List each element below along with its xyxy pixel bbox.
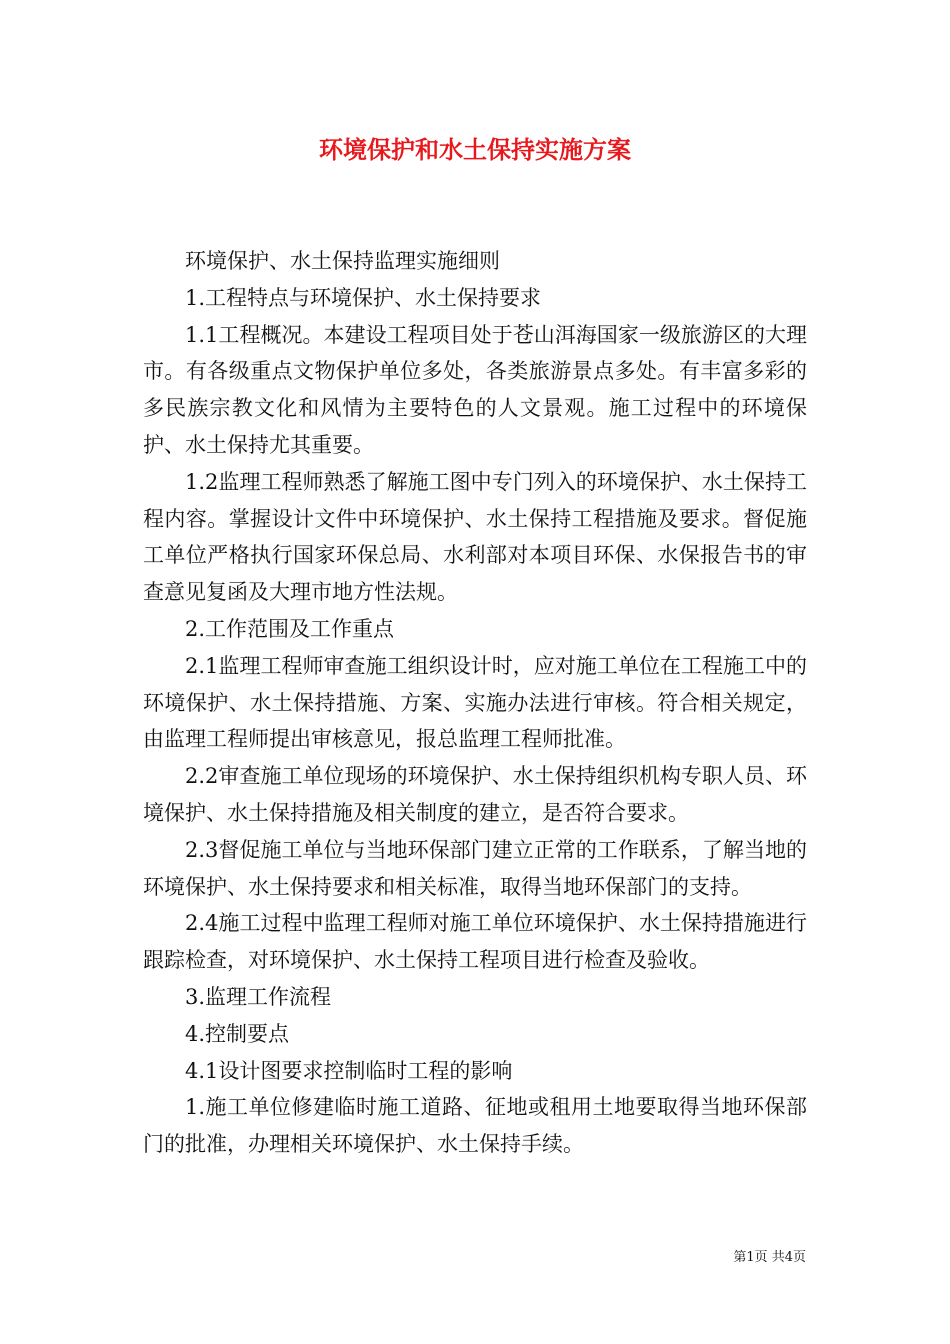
paragraph-4-1: 4.1设计图要求控制临时工程的影响 xyxy=(185,1058,513,1083)
paragraph-4-1-item-1: 1.施工单位修建临时施工道路、征地或租用土地要取得当地环保部门的批准，办理相关环境保护、水土保持手续。 xyxy=(143,1095,807,1157)
paragraph-2-1: 2.1监理工程师审查施工组织设计时，应对施工单位在工程施工中的环境保护、水土保持措施、方案、实施办法进行审核。符合相关规定，由监理工程师提出审核意见，报总监理工程师批准。 xyxy=(143,653,807,752)
paragraph-1-1: 1.1工程概况。本建设工程项目处于苍山洱海国家一级旅游区的大理市。有各级重点文物保护单位多处，各类旅游景点多处。有丰富多彩的多民族宗教文化和风情为主要特色的人文景观。施工过程中的环境保护、水土保持尤其重要。 xyxy=(143,322,807,457)
document-body xyxy=(143,243,807,1163)
paragraph-2-3: 2.3督促施工单位与当地环保部门建立正常的工作联系，了解当地的环境保护、水土保持要求和相关标准，取得当地环保部门的支持。 xyxy=(143,837,807,899)
document-title: 环境保护和水土保持实施方案 xyxy=(319,135,631,164)
paragraph-section-2: 2.工作范围及工作重点 xyxy=(185,616,395,641)
paragraph-section-4: 4.控制要点 xyxy=(185,1021,290,1046)
page-number: 第1页 共4页 xyxy=(733,1250,806,1265)
paragraph-section-1: 1.工程特点与环境保护、水土保持要求 xyxy=(185,285,542,310)
paragraph-heading: 环境保护、水土保持监理实施细则 xyxy=(185,249,500,273)
paragraph-section-3: 3.监理工作流程 xyxy=(185,984,332,1009)
paragraph-2-2: 2.2审查施工单位现场的环境保护、水土保持组织机构专职人员、环境保护、水土保持措施及相关制度的建立，是否符合要求。 xyxy=(143,764,807,825)
paragraph-2-4: 2.4施工过程中监理工程师对施工单位环境保护、水土保持措施进行跟踪检查，对环境保护、水土保持工程项目进行检查及验收。 xyxy=(143,911,807,973)
paragraph-1-2: 1.2监理工程师熟悉了解施工图中专门列入的环境保护、水土保持工程内容。掌握设计文件中环境保护、水土保持工程措施及要求。督促施工单位严格执行国家环保总局、水利部对本项目环保、水保报告书的审查意见复函及大理市地方性法规。 xyxy=(143,469,807,605)
